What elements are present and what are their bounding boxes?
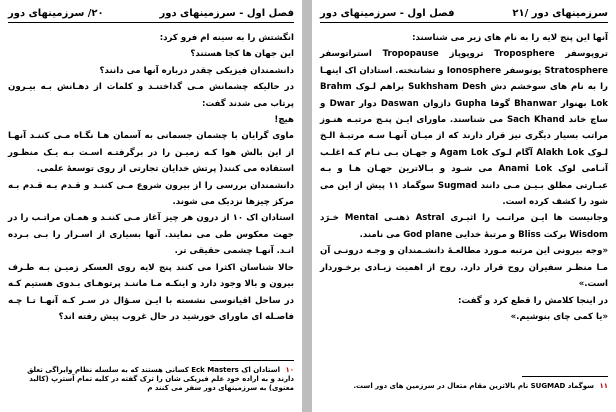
footnote-divider <box>210 360 294 361</box>
left-page-body <box>8 30 294 325</box>
left-header-chapter-title: فصل اول - سرزمینهای دور <box>159 8 294 19</box>
paragraph: حالا شناسان اکثرا می کنند پنج لایه روی العسکر زمیـن بـه طـرف بیرون و بالا وجود دارد و اینکـه مـا ماننـد پرتوهـای بـدوی هستیم کـه در ساحل اقیانوسی نشسته با ایـن سـؤال در سـر کـه آنهـا تـا چـه فاصـله ای ماورای خورشید در حال غروب پیش رفته اند؟ <box>8 262 294 322</box>
paragraph: دانشمندان فیزیکی چقدر درباره آنها می دانند؟ <box>99 65 294 76</box>
right-page <box>312 0 616 412</box>
left-header-page-number: ۲۰/ سرزمینهای دور <box>8 8 104 19</box>
footnote-text: استادان اک Eck Masters کسانی هستند که به سلسله نظام وایراگی تعلق دارند و به اراده خود علم فیزیکی شان را ترک گفته در کلیه تمام آسترپ (کالبد معنوی) به سرزمینهای دور سفر می کنند م <box>27 366 294 392</box>
paragraph: «یا کمی چای بنوشیم.» <box>510 311 608 322</box>
left-page-header <box>8 8 294 23</box>
footnote-text: سوگماد SUGMAD نام بالاترین مقام متعال در سرزمین های دور است. <box>353 382 595 390</box>
paragraph: آنها این پنج لایه را به نام های زیر می شناسند: <box>412 33 608 43</box>
paragraph: استادان اک ۱۰ از درون هر چیز آغاز مـی کننـد و همـان مراتـب را در جهت معکوس طی می نمایند. آنها بسیاری از اسـرار را بـی بـرده انـد. آنهـا چشمی حقیقی تر. <box>8 213 294 257</box>
paragraph: هیچ! <box>274 115 294 126</box>
paragraph: تروپوسفر Troposphere تروپوپاز Tropopause استراتوسفر Stratosphere یونوسفر Ionosphere و تشانتخته. استادان اک اینهـا را به نام های سوخشم دش Sukhsham Desh براهم لـوک Brahm Lok بهنوار Bhanwar گوفا Gupha دازوان Daswan دوار Dwar و ساچ خاند Sach Khand می شناسند. ماورای ایـن پنـج مرتبـه هنـوز مراتب بسیار دیگری نیز قرار دارند که از میـان آنهـا سـه مرتبـۀ الـخ لـوک Alakh Lok آگام لـوک Agam Lok و جهـان بـی نـام کـه اغلـب آنـامی لوک Anami Lok می شـود و بـالاترین جهـان هـا و بـه عبـارتی مطلق بـیـن مـی دانند Sugmad سوگماد ۱۱ پیش از این می شود را کشف کرده است. <box>320 49 609 208</box>
book-gutter <box>302 0 312 412</box>
right-page-header <box>320 8 608 23</box>
paragraph: در حالیکه چشمانش مـی گداختنـد و کلمات از دهـانش بـه بیـرون پرتاب می شدند گفت: <box>8 82 294 109</box>
footnote-number: ۱۰ <box>285 366 294 374</box>
left-page <box>0 0 302 412</box>
paragraph: انگشتش را به سینه ام فرو کرد: <box>159 33 294 43</box>
right-page-body <box>320 30 608 325</box>
footnote-number: ۱۱ <box>599 382 608 390</box>
footnote-divider <box>522 376 608 377</box>
left-footnote <box>8 366 294 393</box>
right-header-chapter-title: فصل اول - سرزمینهای دور <box>320 8 455 19</box>
paragraph: وجانیست ها ایـن مراتـب را اثیـری Astral ذهنـی Mental خـرَد Wisdom برکت Bliss و مرتبۀ خدایی God plane می نامند. <box>320 213 608 240</box>
right-header-page-number: سرزمینهای دور /۲۱ <box>512 8 608 19</box>
paragraph: در اینجا کلامش را قطع کرد و گفت: <box>458 295 608 306</box>
paragraph: «وجه بیرونی این مرتبه مـورد مطالعـۀ دانشـمندان و وجـه درونـی آن مـا منظـر سفیران روح قرار دارد. روح از اهمیت زیـادی برخـوردار است.» <box>320 246 608 290</box>
paragraph: دانشمندان بررسی را از بیرون شروع مـی کننـد و قـدم بـه قـدم بـه مرکز چیزها نزدیک می شوند. <box>8 180 294 208</box>
paragraph: این جهان ها کجا هستند؟ <box>190 49 294 60</box>
paragraph: ماوی گرایان با چشمان جسمانی به آسمان هـا نگـاه مـی کننـد آنهـا از این بالش هوا کـه زمیـن را در برگرفتـه اسـت بـه یـک منظـور استفاده می کنند( پرتش خدایان تجارتی از روی توسعۀ علمی. <box>8 131 294 175</box>
right-footnote <box>320 382 608 391</box>
